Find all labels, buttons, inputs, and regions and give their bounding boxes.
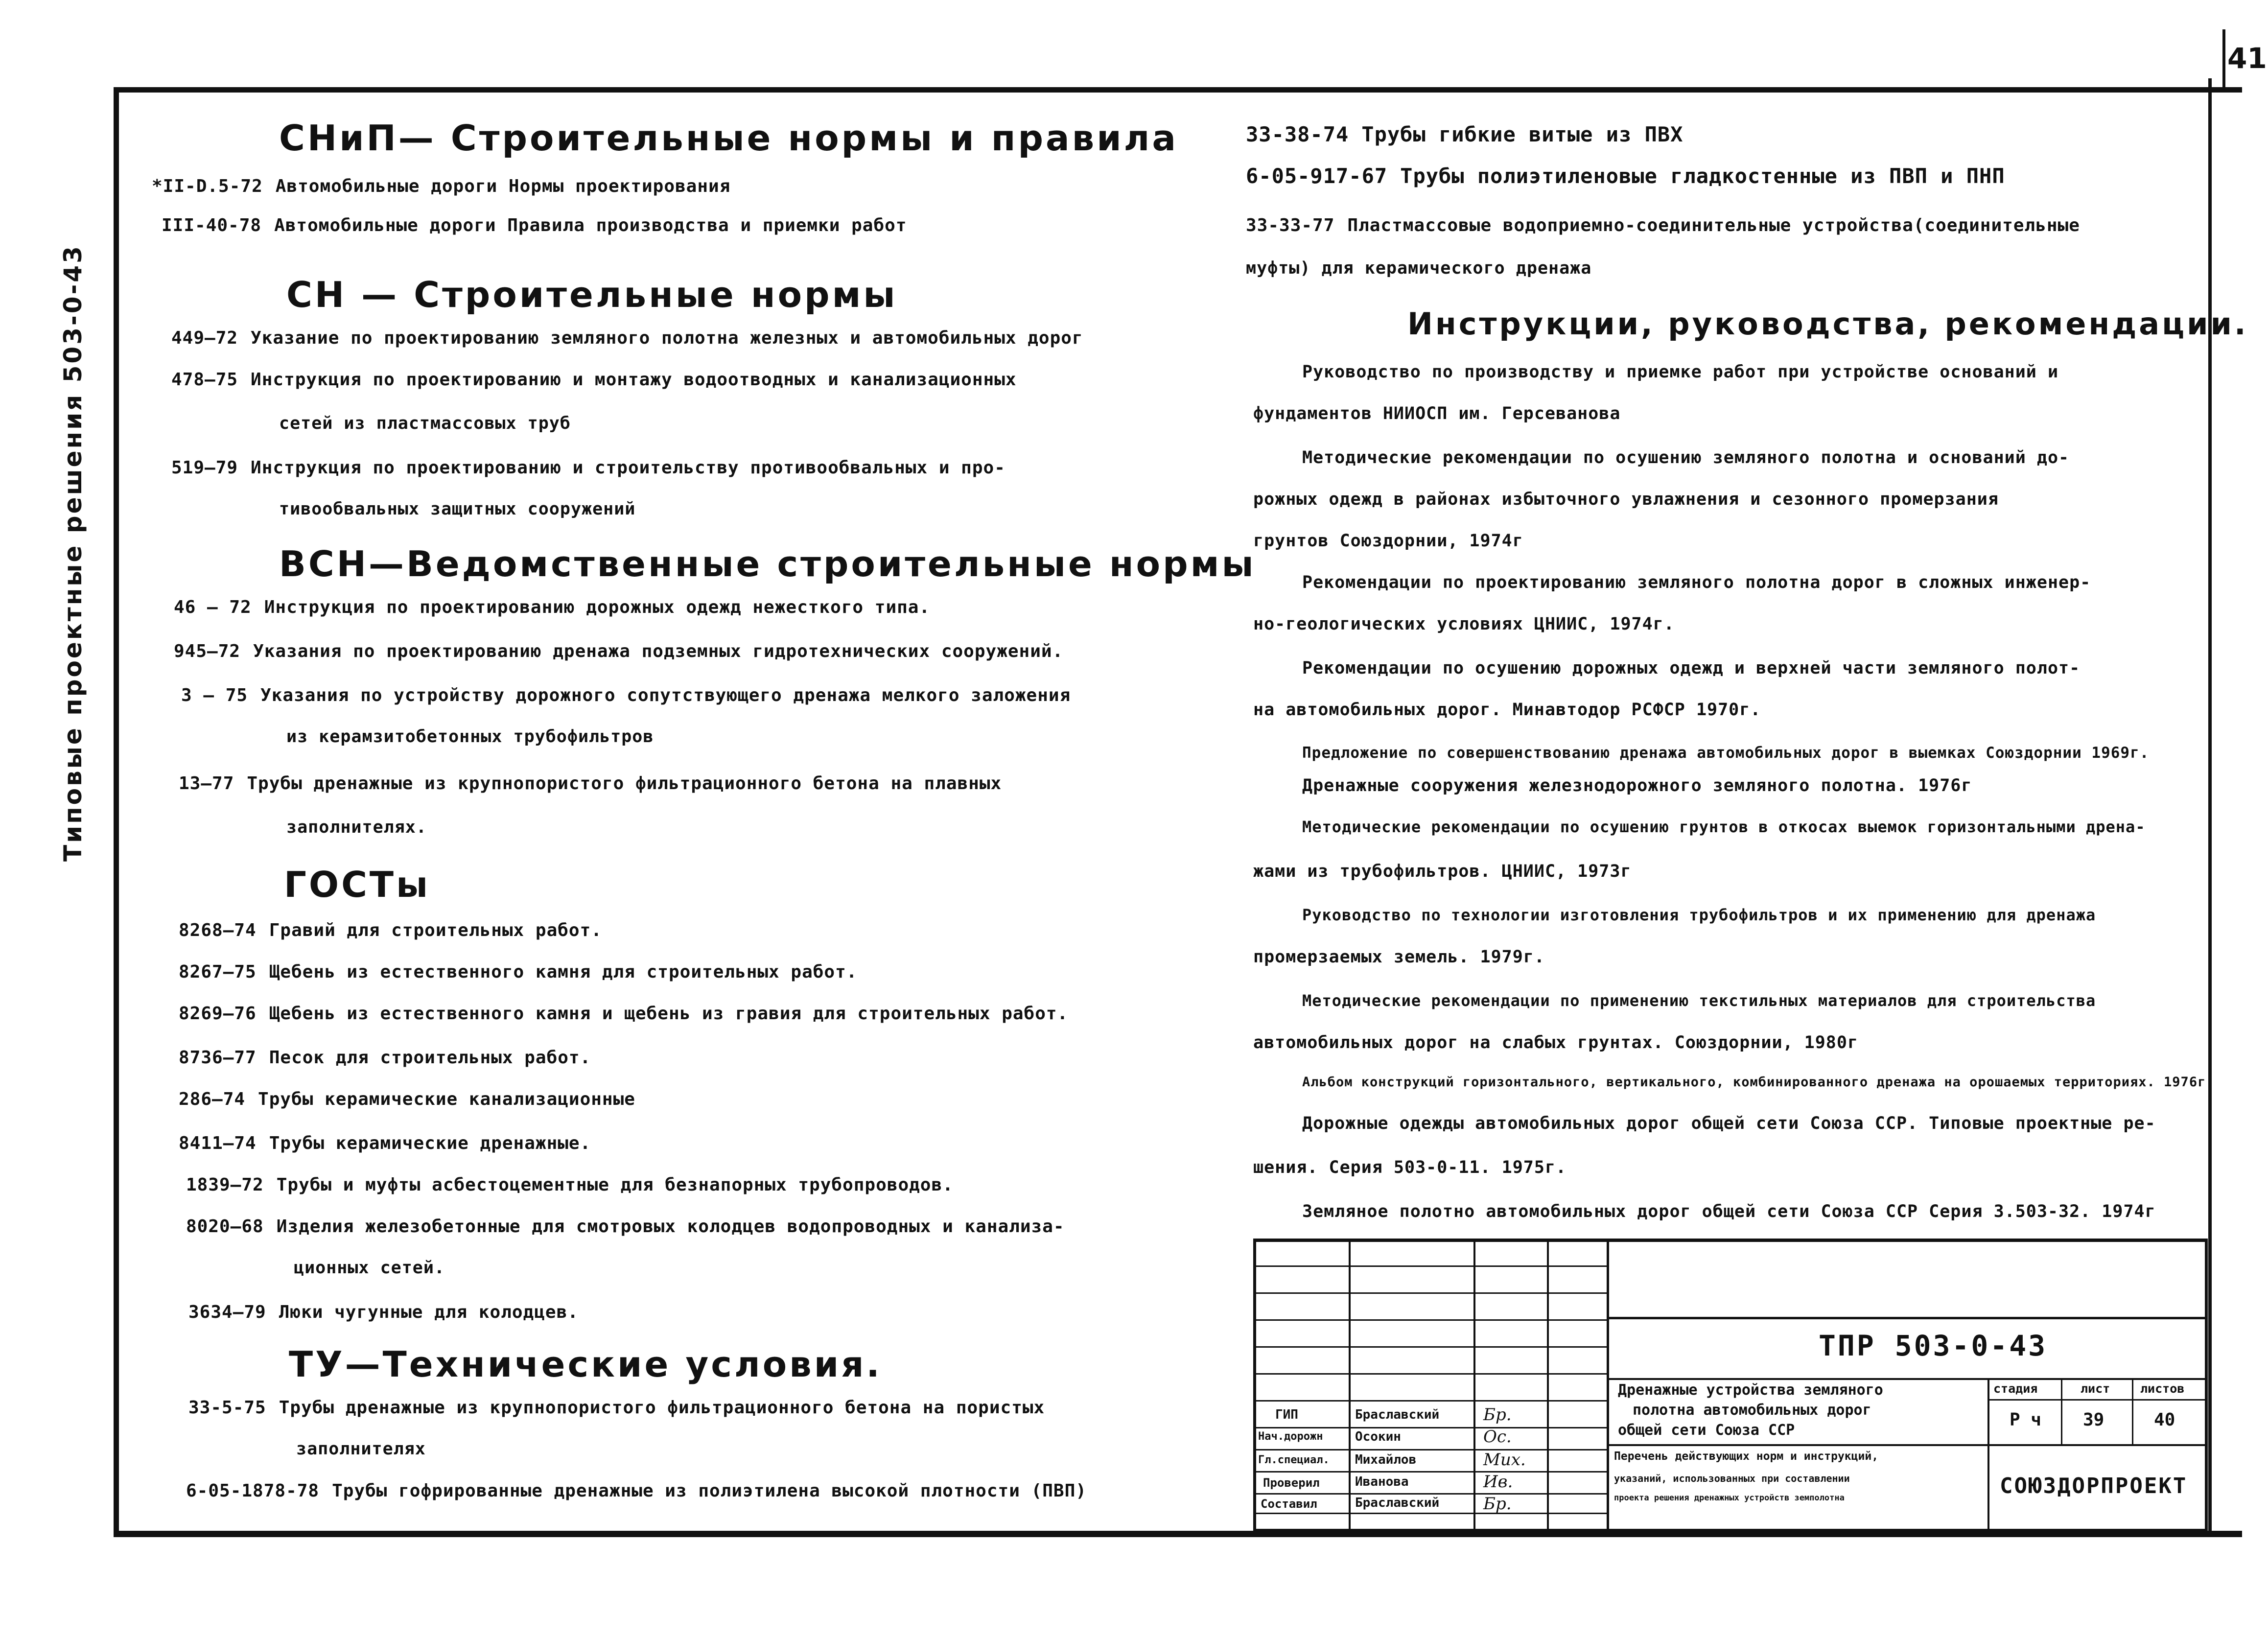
norm-code: 3634—79 [188, 1302, 266, 1322]
gost-row [186, 1216, 1065, 1237]
instr-line: грунтов Союздорнии, 1974г [1253, 531, 1523, 551]
snip-row [162, 215, 907, 235]
norm-code: 519—79 [171, 458, 238, 478]
norm-title-cont: муфты) для керамического дренажа [1246, 258, 1592, 278]
norm-title: Указания по проектированию дренажа подземных гидротехнических сооружений. [253, 641, 1064, 661]
instr-line: Альбом конструкций горизонтального, вертикального, комбинированного дренажа на орошаемых территориях. 1976г. [1302, 1075, 2215, 1090]
instr-line: на автомобильных дорог. Минавтодор РСФСР 1970г. [1253, 700, 1761, 720]
norm-code: 8267—75 [179, 962, 257, 982]
norm-title: Трубы дренажные из крупнопористого фильтрационного бетона на плавных [247, 773, 1002, 794]
instr-line: Руководство по технологии изготовления трубофильтров и их применению для дренажа [1302, 906, 2096, 924]
sheet-title-line: проекта решения дренажных устройств земполотна [1614, 1493, 1845, 1503]
norm-code: 46 — 72 [174, 597, 252, 617]
sheets-value: 40 [2154, 1410, 2175, 1430]
signer-name: Осокин [1355, 1429, 1401, 1444]
norm-title: Гравий для строительных работ. [269, 920, 602, 940]
norm-code: 8268—74 [179, 920, 257, 940]
norm-title: Трубы полиэтиленовые гладкостенные из ПВП и ПНП [1400, 164, 2005, 188]
signer-name: Браславский [1355, 1407, 1440, 1422]
norm-code: 286—74 [179, 1089, 246, 1109]
norm-title: Люки чугунные для колодцев. [279, 1302, 579, 1322]
instr-line: Дорожные одежды автомобильных дорог общей сети Союза ССР. Типовые проектные ре- [1302, 1114, 2156, 1133]
sheet-title-line: указаний, использованных при составлении [1614, 1473, 1850, 1484]
norm-title: Трубы гофрированные дренажные из полиэтилена высокой плотности (ПВП) [332, 1481, 1087, 1501]
norm-code: 8020—68 [186, 1216, 264, 1237]
gost-row [188, 1302, 579, 1322]
instr-line: фундаментов НИИОСП им. Герсеванова [1253, 404, 1621, 423]
signature: Бр. [1483, 1405, 1512, 1425]
sn-row [171, 370, 1017, 390]
norm-code: *II-D.5-72 [152, 176, 263, 196]
snip-row [152, 176, 730, 196]
norm-title: Автомобильные дороги Правила производства и приемки работ [274, 215, 907, 235]
gost-row [179, 1004, 1068, 1024]
norm-title: Трубы керамические дренажные. [269, 1133, 591, 1153]
norm-title: Трубы гибкие витые из ПВХ [1361, 122, 1683, 146]
norm-code: 6-05-1878-78 [186, 1481, 320, 1501]
norm-code: 945—72 [174, 641, 241, 661]
norm-title-cont: заполнителях. [286, 818, 427, 837]
norm-title: Инструкция по проектированию и строительству противообвальных и про- [251, 458, 1005, 478]
norm-title: Трубы и муфты асбестоцементные для безнапорных трубопроводов. [276, 1175, 954, 1195]
title-block [1253, 1239, 2208, 1532]
norm-title-cont: тивообвальных защитных сооружений [279, 499, 636, 519]
norm-title: Указание по проектированию земляного полотна железных и автомобильных дорог [251, 328, 1083, 348]
signer-name: Браславский [1355, 1496, 1440, 1510]
instr-line: Методические рекомендации по применению текстильных материалов для строительства [1302, 991, 2096, 1010]
tu-row [188, 1398, 1045, 1418]
norm-code: 33-38-74 [1246, 122, 1349, 146]
signer-role: Составил [1261, 1497, 1317, 1511]
sn-heading: СН — Строительные нормы [286, 274, 898, 315]
signature: Ив. [1483, 1472, 1513, 1492]
norm-title-cont: заполнителях [296, 1439, 426, 1459]
norm-code: 478—75 [171, 370, 238, 390]
side-series-label: Типовые проектные решения 503-0-43 [59, 244, 87, 862]
norm-code: 3 — 75 [181, 685, 248, 705]
doc-title-line: общей сети Союза ССР [1618, 1422, 1795, 1439]
norm-title: Трубы керамические канализационные [258, 1089, 635, 1109]
norm-title-cont: ционных сетей. [294, 1258, 445, 1278]
instr-line: Предложение по совершенствованию дренажа автомобильных дорог в выемках Союздорнии 1969г. [1302, 744, 2150, 762]
vsn-row [174, 641, 1063, 661]
signer-role: Гл.специал. [1258, 1454, 1330, 1466]
stage-label: стадия [1993, 1381, 2038, 1396]
gost-row [179, 1089, 635, 1109]
signer-role: Проверил [1263, 1476, 1320, 1490]
instr-line: шения. Серия 503-0-11. 1975г. [1253, 1158, 1567, 1177]
instr-line: Методические рекомендации по осушению земляного полотна и оснований до- [1302, 448, 2070, 468]
instr-line: Рекомендации по осушению дорожных одежд и верхней части земляного полот- [1302, 658, 2081, 678]
vsn-row [179, 773, 1002, 794]
norm-title: Трубы дренажные из крупнопористого фильтрационного бетона на пористых [279, 1398, 1045, 1418]
sheet-value: 39 [2083, 1410, 2104, 1430]
snip-heading: СНиП— Строительные нормы и правила [279, 117, 1178, 159]
norm-title-cont: сетей из пластмассовых труб [279, 414, 571, 433]
doc-title-line: полотна автомобильных дорог [1633, 1402, 1871, 1419]
instr-line: но-геологических условиях ЦНИИС, 1974г. [1253, 614, 1675, 634]
norm-code: 33-5-75 [188, 1398, 266, 1418]
norm-title: Щебень из естественного камня для строительных работ. [269, 962, 858, 982]
signer-role: ГИП [1275, 1407, 1298, 1422]
tu-row [1246, 215, 2080, 235]
norm-code: 6-05-917-67 [1246, 164, 1388, 188]
norm-code: 33-33-77 [1246, 215, 1335, 235]
gost-heading: ГОСТы [284, 864, 431, 905]
sn-row [171, 458, 1005, 478]
signature: Бр. [1483, 1494, 1512, 1514]
norm-title: Щебень из естественного камня и щебень из гравия для строительных работ. [269, 1004, 1069, 1024]
signer-name: Иванова [1355, 1474, 1409, 1489]
norm-title-cont: из керамзитобетонных трубофильтров [286, 727, 654, 747]
norm-title: Инструкция по проектированию и монтажу водоотводных и канализационных [251, 370, 1017, 390]
instr-line: промерзаемых земель. 1979г. [1253, 947, 1545, 967]
norm-code: 449—72 [171, 328, 238, 348]
page-number: 41 [2227, 42, 2267, 75]
instr-line: Методические рекомендации по осушению грунтов в откосах выемок горизонтальными дрена- [1302, 818, 2146, 836]
instr-line: рожных одежд в районах избыточного увлажнения и сезонного промерзания [1253, 490, 1999, 509]
norm-code: 8411—74 [179, 1133, 257, 1153]
tu-heading: ТУ—Технические условия. [289, 1344, 882, 1385]
tu-row [1246, 164, 2005, 188]
instr-line: автомобильных дорог на слабых грунтах. Союздорнии, 1980г [1253, 1033, 1859, 1052]
norm-title: Песок для строительных работ. [269, 1048, 591, 1068]
instr-line: Рекомендации по проектированию земляного полотна дорог в сложных инженер- [1302, 573, 2091, 592]
gost-row [179, 1048, 591, 1068]
norm-title: Пластмассовые водоприемно-соединительные устройства(соединительные [1347, 215, 2080, 235]
tu-row [1246, 122, 1683, 146]
norm-title: Инструкция по проектированию дорожных одежд нежесткого типа. [264, 597, 931, 617]
norm-title: Автомобильные дороги Нормы проектирования [275, 176, 731, 196]
sn-row [171, 328, 1083, 348]
sheet-label: лист [2081, 1381, 2110, 1396]
instr-line: жами из трубофильтров. ЦНИИС, 1973г [1253, 862, 1632, 881]
tu-row [186, 1481, 1087, 1501]
norm-code: 13—77 [179, 773, 234, 794]
norm-code: 1839—72 [186, 1175, 264, 1195]
norm-code: III-40-78 [162, 215, 262, 235]
norm-code: 8736—77 [179, 1048, 257, 1068]
gost-row [186, 1175, 954, 1195]
instr-line: Земляное полотно автомобильных дорог общей сети Союза ССР Серия 3.503-32. 1974г [1302, 1202, 2156, 1221]
signature: Мих. [1483, 1450, 1526, 1470]
signer-name: Михайлов [1355, 1452, 1417, 1467]
doc-code: ТПР 503-0-43 [1819, 1329, 2048, 1362]
signer-role: Нач.дорожн [1258, 1430, 1323, 1443]
gost-row [179, 920, 602, 940]
instr-line: Руководство по производству и приемке работ при устройстве оснований и [1302, 362, 2059, 382]
norm-title: Изделия железобетонные для смотровых колодцев водопроводных и канализа- [276, 1216, 1065, 1237]
norm-code: 8269—76 [179, 1004, 257, 1024]
sheets-label: листов [2140, 1381, 2185, 1396]
gost-row [179, 1133, 591, 1153]
instr-heading: Инструкции, руководства, рекомендации. [1407, 306, 2248, 342]
sheet-title-line: Перечень действующих норм и инструкций, [1614, 1450, 1879, 1463]
vsn-heading: ВСН—Ведомственные строительные нормы [279, 543, 1256, 585]
top-frame-tick [2222, 29, 2225, 88]
vsn-row [174, 597, 930, 617]
signature: Ос. [1483, 1427, 1512, 1447]
stage-value: Р ч [2010, 1410, 2042, 1430]
doc-title-line: Дренажные устройства земляного [1618, 1381, 1883, 1399]
gost-row [179, 962, 857, 982]
org-name: СОЮЗДОРПРОЕКТ [2000, 1473, 2188, 1498]
instr-line: Дренажные сооружения железнодорожного земляного полотна. 1976г [1302, 776, 1972, 795]
norm-title: Указания по устройству дорожного сопутствующего дренажа мелкого заложения [260, 685, 1071, 705]
vsn-row [181, 685, 1071, 705]
